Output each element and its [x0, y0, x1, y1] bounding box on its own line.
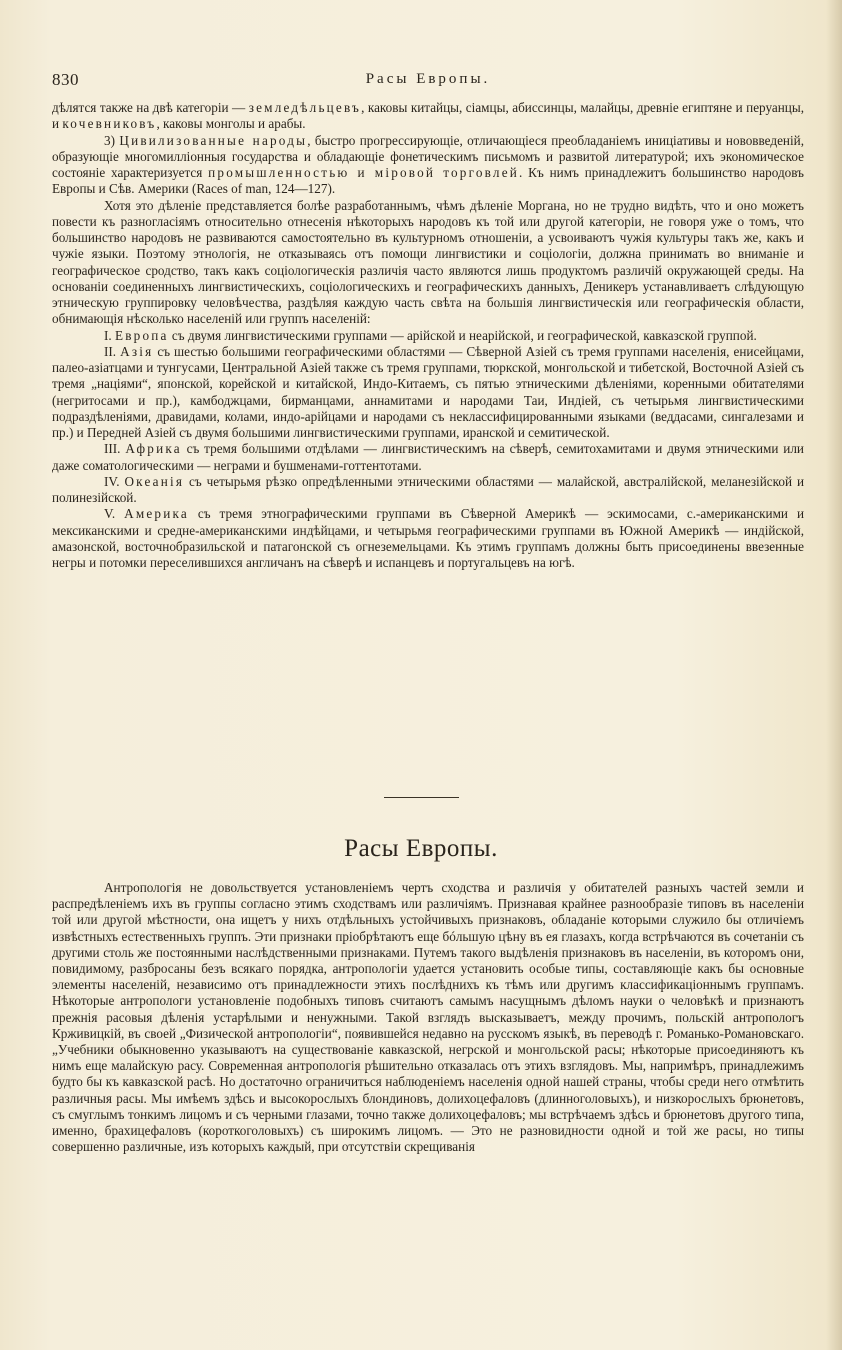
list-item-africa: III. Африка съ тремя большими отдѣлами — лингвистическимъ на сѣверѣ, семитохамитами и двумя этническими или даже соматологическими — неграми и бушменами-готтентотами. — [52, 441, 804, 473]
list-item-europe: I. Европа съ двумя лингвистическими группами — арійской и неарійской, и географической, кавказской группой. — [104, 327, 757, 343]
paragraph-anthropology: Антропологія не довольствуется установленіемъ чертъ сходства и различія у обитателей разныхъ частей земли и распредѣленіемъ ихъ въ группы согласно этимъ сходствамъ или различіямъ. Признавая крайнее разнообразіе типовъ въ населеніи той или другой мѣстности, она ищетъ у нихъ отдѣльныхъ устойчивыхъ признаковъ, обладаніе которыми служило бы отличіемъ извѣстныхъ естественныхъ группъ. Эти признаки пріобрѣтаютъ еще бóльшую цѣну въ ея глазахъ, когда встрѣчаются въ сочетаніи съ другими столь же постоянными наслѣдственными признаками. Путемъ такого выдѣленія признаковъ въ населеніи, въ которомъ они, повидимому, разбросаны безъ всякаго порядка, антропологіи удается установить особые типы, составляющіе какъ бы основные элементы населеній, независимо отъ принадлежности этихъ послѣднихъ къ тѣмъ или другимъ классификаціоннымъ группамъ. Нѣкоторые антропологи установленіе подобныхъ типовъ считаютъ самымъ насущнымъ дѣломъ науки о человѣкѣ и признаютъ прежнія расовыя дѣленія устарѣлыми и ненужными. Такой взглядъ высказываетъ, между прочимъ, польскій антропологъ Крживицкій, въ своей „Физической антропологіи“, появившейся недавно на русскомъ языкѣ, въ переводѣ г. Романько-Романовскаго. „Учебники обыкновенно указываютъ на существованіе кавказской, негрской и монгольской расы; нѣкоторые присоединяютъ къ нимъ еще малайскую расу. Современная антропологія рѣшительно отказалась отъ этихъ взглядовъ. Мы, напримѣръ, принадлежимъ будто бы къ кавказской расѣ. Но достаточно ограничиться наблюденіемъ населенія одной нашей страны, чтобы среди него отмѣтить различныя расы. Мы имѣемъ здѣсь и высокорослыхъ блондиновъ, долихоцефаловъ (длинноголовыхъ), и низкорослыхъ брюнетовъ, съ смуглымъ тонкимъ лицомъ и съ черными глазами, точно также долихоцефаловъ; мы встрѣчаемъ здѣсь и брюнетовъ другого типа, именно, брахицефаловъ (короткоголовыхъ) съ широкимъ лицомъ. — Это не разновидности одной и той же расы, но типы совершенно различные, изъ которыхъ каждый, при отсутствіи скрещиванія — [52, 880, 804, 1155]
body-text-section-1 — [52, 100, 804, 571]
list-item-oceania: IV. Океанія съ четырьмя рѣзко опредѣленными этническими областями — малайской, австралійской, меланезійской и полинезійской. — [52, 473, 805, 505]
page-header — [52, 70, 804, 94]
emphasis-text: промышленностью и міровой торговлей — [208, 165, 520, 180]
section-divider — [384, 797, 459, 798]
list-item-asia: II. Азія съ шестью большими географическими областями — Сѣверной Азіей съ тремя группами населенія, енисейцами, палео-азіатцами и тунгусами, Центральной Азіей также съ тремя группами, тюркской, монгольской и тибетской, Восточной Азіей съ тремя „націями“, японской, корейской и китайской, Индо-Китаемъ, съ пятью этническими дѣленіями, коренными обитателями (негритосами и пр.), камбоджцами, бирманцами, аннамитами и народами Таи, Индіей, съ четырьмя лингвистическими подраздѣленіями, дравидами, колами, индо-арійцами и народами съ неклассифицированными языками (веддасами, сингалезами и пр.) и Передней Азіей съ двумя большими лингвистическими группами, иранской и семитической. — [52, 343, 804, 440]
paragraph-civilized-peoples: 3) Цивилизованные народы, быстро прогрессирующіе, отличающіеся преобладаніемъ иниціативы и нововведеній, образующіе многомилліонныя государства и обладающіе фонетическимъ письмомъ и развитой литературой; ихъ экономическое состояніе характеризуется промышленностью и міровой торговлей. Къ нимъ принадлежитъ большинство народовъ Европы и Сѣв. Америки (Races of man, 124—127). — [52, 132, 804, 197]
emphasis-text: Европа — [115, 327, 169, 343]
emphasis-text: Америка — [124, 506, 189, 522]
page-number: 830 — [52, 70, 79, 89]
page-spine-shadow — [826, 0, 842, 1350]
emphasis-text: земледѣльцевъ — [248, 100, 362, 115]
emphasis-text: Азія — [120, 343, 154, 359]
emphasis-text: Цивилизованные народы — [119, 132, 308, 148]
emphasis-text: Океанія — [124, 473, 185, 489]
section-title: Расы Европы. — [344, 835, 498, 862]
emphasis-text: Африка — [125, 441, 182, 457]
running-head: Расы Европы. — [365, 71, 491, 87]
paragraph-continued: дѣлятся также на двѣ категоріи — земледѣльцевъ, каковы китайцы, сіамцы, абиссинцы, малайцы, древніе египтяне и перуанцы, и кочевниковъ, каковы монголы и арабы. — [52, 100, 805, 132]
paragraph-deniker-classification: Хотя это дѣленіе представляется болѣе разработаннымъ, чѣмъ дѣленіе Моргана, но не трудно видѣть, что и оно можетъ повести къ разногласіямъ относительно отнесенія нѣкоторыхъ народовъ къ той или другой категоріи, не говоря уже о томъ, что большинство народовъ не развиваются самостоятельно въ культурномъ отношеніи, а усвоиваютъ чужія культуры такъ же, какъ и чужіе языки. Поэтому этнологія, не отказываясь отъ помощи лингвистики и соціологіи, должна принимать во вниманіе и географическое сродство, такъ какъ соціологическія различія часто являются лишь продуктомъ различій окружающей среды. На основаніи соединенныхъ лингвистическихъ, соціологическихъ и географическихъ данныхъ, Деникеръ устанавливаетъ слѣдующую этническую группировку человѣчества, раздѣляя каждую часть свѣта на большія лингвистическія или географическія области, обнимающія нѣсколько населеній или группъ населеній: — [52, 197, 804, 327]
list-item-america: V. Америка съ тремя этнографическими группами въ Сѣверной Америкѣ — эскимосами, с.-американскими и мексиканскими и средне-американскими индѣйцами, и четырьмя географическими группами въ Южной Америкѣ — индійской, амазонской, восточнобразильской и патагонской съ огнеземельцами. Къ этимъ группамъ должны быть присоединены ввезенные негры и потомки переселившихся англичанъ на сѣверѣ и испанцевъ и португальцевъ на югѣ. — [52, 506, 804, 570]
body-text-section-2 — [52, 880, 804, 1155]
emphasis-text: кочевниковъ — [62, 116, 157, 132]
